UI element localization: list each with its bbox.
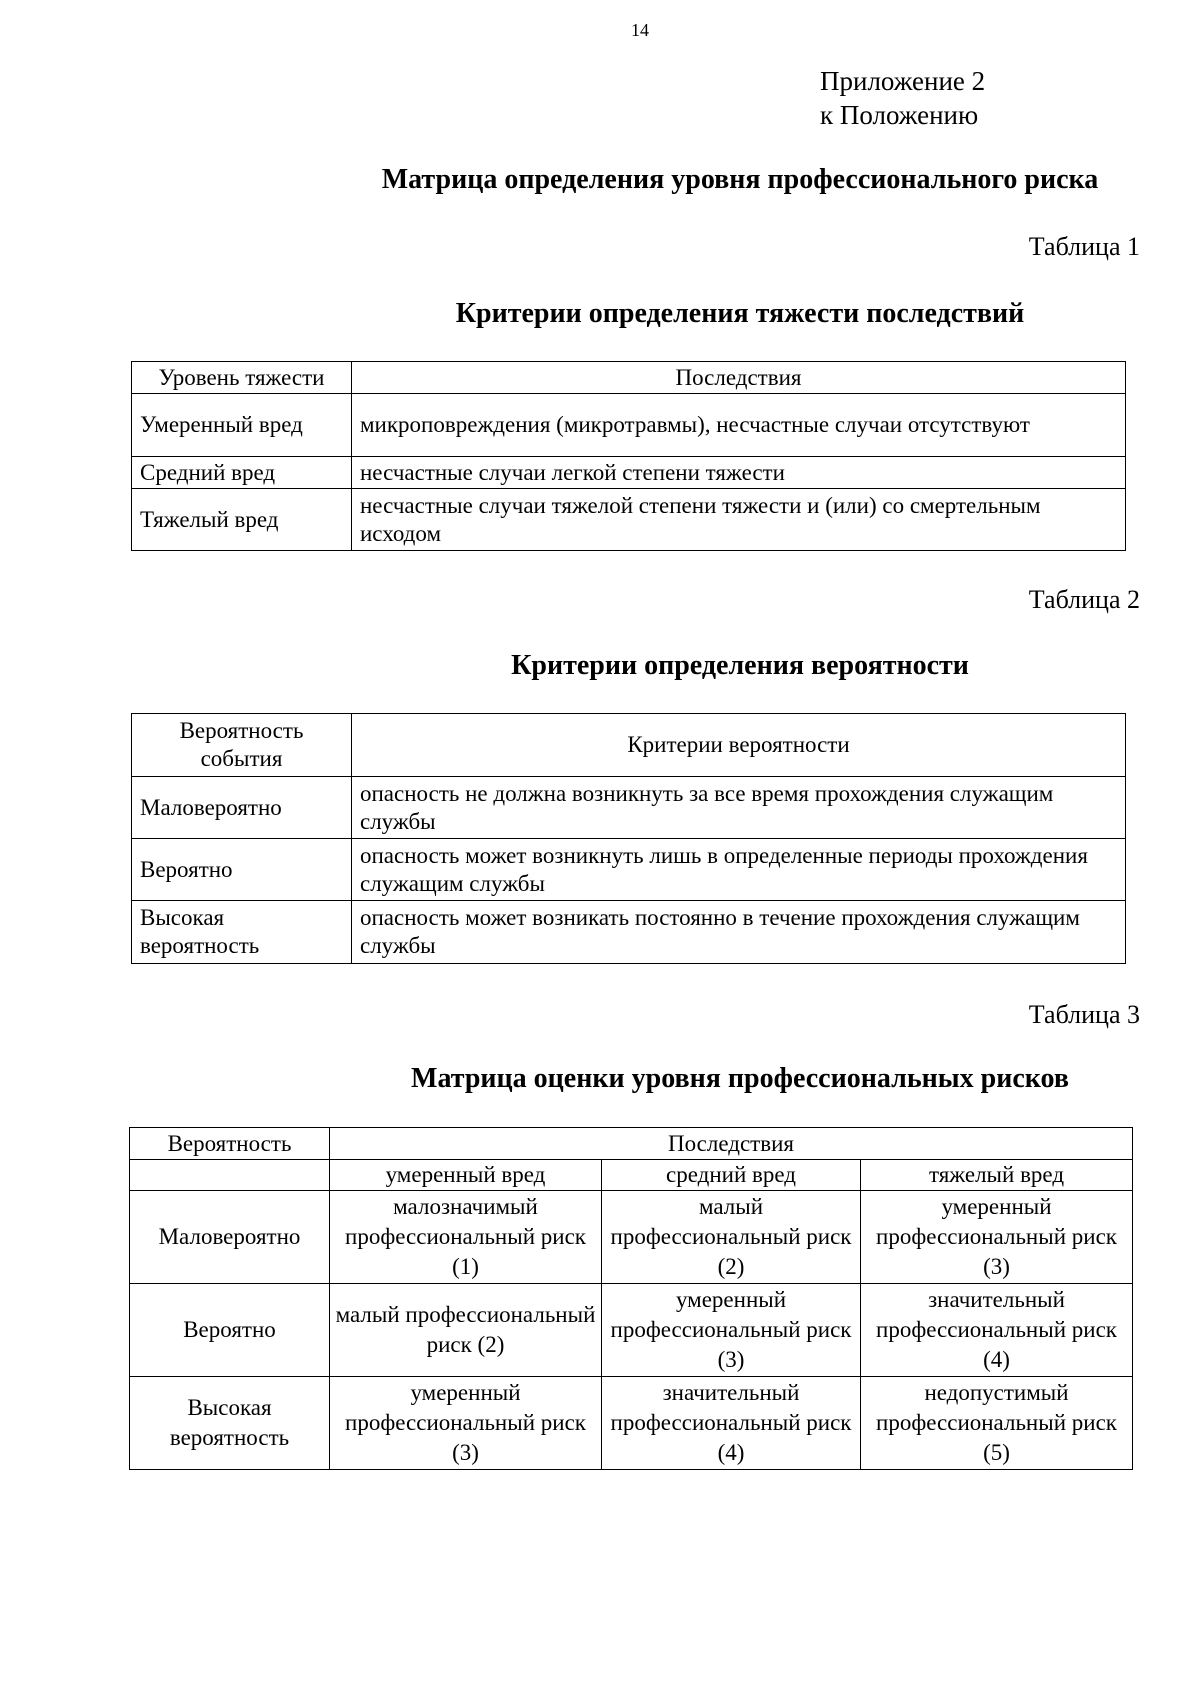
severity-level: Средний вред <box>132 457 352 489</box>
header-cell: Критерии вероятности <box>352 714 1126 777</box>
appendix-line-1: Приложение 2 <box>820 66 986 96</box>
header-cell: Уровень тяжести <box>132 362 352 394</box>
table-row <box>132 901 1126 964</box>
table-row <box>132 777 1126 839</box>
table-row <box>132 489 1126 551</box>
header-cell: Вероятность события <box>132 714 352 777</box>
table-row <box>132 457 1126 489</box>
table2-title: Критерии определения вероятности <box>511 650 969 681</box>
severity-level: Умеренный вред <box>132 394 352 457</box>
column-header: средний вред <box>602 1160 861 1191</box>
severity-consequence: микроповреждения (микротравмы), несчастные случаи отсутствуют <box>352 394 1126 457</box>
probability-level: Маловероятно <box>132 777 352 839</box>
appendix-line-2: к Положению <box>820 100 979 130</box>
header-probability: Вероятность <box>130 1128 330 1160</box>
severity-consequence: несчастные случаи легкой степени тяжести <box>352 457 1126 489</box>
row-probability: Высокая вероятность <box>130 1377 330 1470</box>
header-consequences: Последствия <box>330 1128 1133 1160</box>
column-header: умеренный вред <box>330 1160 602 1191</box>
risk-cell: значительный профессиональный риск (4) <box>861 1284 1133 1377</box>
row-probability: Вероятно <box>130 1284 330 1377</box>
page-number: 14 <box>631 20 649 40</box>
table-row <box>130 1377 1133 1470</box>
severity-table <box>131 361 1126 551</box>
table-row <box>132 394 1126 457</box>
risk-matrix-table <box>129 1127 1133 1470</box>
appendix-note <box>820 64 985 132</box>
table-header-row <box>132 714 1126 777</box>
probability-criteria: опасность не должна возникнуть за все время прохождения служащим службы <box>352 777 1126 839</box>
risk-cell: значительный профессиональный риск (4) <box>602 1377 861 1470</box>
table-row <box>130 1191 1133 1284</box>
table-row <box>130 1284 1133 1377</box>
table-header-row <box>130 1128 1133 1160</box>
main-title: Матрица определения уровня профессионального риска <box>381 164 1099 195</box>
table1-label: Таблица 1 <box>1028 232 1140 261</box>
risk-cell: малозначимый профессиональный риск (1) <box>330 1191 602 1284</box>
severity-level: Тяжелый вред <box>132 489 352 551</box>
empty-cell <box>130 1160 330 1191</box>
risk-cell: умеренный профессиональный риск (3) <box>602 1284 861 1377</box>
risk-cell: малый профессиональный риск (2) <box>330 1284 602 1377</box>
risk-cell: малый профессиональный риск (2) <box>602 1191 861 1284</box>
severity-consequence: несчастные случаи тяжелой степени тяжести и (или) со смертельным исходом <box>352 489 1126 551</box>
probability-level: Вероятно <box>132 839 352 901</box>
probability-criteria: опасность может возникать постоянно в течение прохождения служащим службы <box>352 901 1126 964</box>
row-probability: Маловероятно <box>130 1191 330 1284</box>
probability-table <box>131 713 1126 964</box>
risk-cell: недопустимый профессиональный риск (5) <box>861 1377 1133 1470</box>
probability-criteria: опасность может возникнуть лишь в определенные периоды прохождения служащим службы <box>352 839 1126 901</box>
table1-title: Критерии определения тяжести последствий <box>455 298 1025 329</box>
table3-title: Матрица оценки уровня профессиональных рисков <box>411 1063 1069 1094</box>
table-subheader-row <box>130 1160 1133 1191</box>
table-row <box>132 839 1126 901</box>
table-header-row <box>132 362 1126 394</box>
table2-label: Таблица 2 <box>1028 585 1140 614</box>
column-header: тяжелый вред <box>861 1160 1133 1191</box>
table3-label: Таблица 3 <box>1028 1000 1140 1029</box>
risk-cell: умеренный профессиональный риск (3) <box>330 1377 602 1470</box>
header-cell: Последствия <box>352 362 1126 394</box>
risk-cell: умеренный профессиональный риск (3) <box>861 1191 1133 1284</box>
probability-level: Высокая вероятность <box>132 901 352 964</box>
